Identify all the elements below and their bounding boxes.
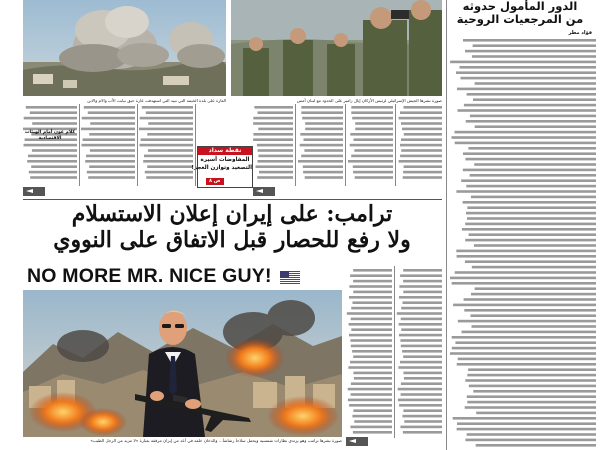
- main-headline-line1: ترامب: على إيران إعلان الاستسلام: [71, 201, 393, 227]
- text-line: [452, 336, 596, 339]
- main-headline-line2: ولا رفع للحصار قبل الاتفاق على النووي: [53, 227, 411, 253]
- text-line: [401, 149, 442, 152]
- text-line: [304, 149, 343, 152]
- text-line: [301, 155, 343, 158]
- text-line: [147, 133, 193, 136]
- opinion-body: [450, 38, 596, 450]
- text-line: [257, 176, 293, 179]
- text-line: [475, 125, 596, 128]
- text-line: [475, 287, 596, 290]
- text-line: [452, 136, 597, 139]
- text-line: [355, 128, 393, 131]
- text-line: [24, 117, 77, 120]
- text-line: [458, 109, 597, 112]
- text-line: [351, 111, 393, 114]
- text-line: [462, 331, 597, 334]
- divider-5: [345, 104, 346, 186]
- text-line: [476, 444, 596, 447]
- text-line: [258, 160, 294, 163]
- text-line: [32, 149, 77, 152]
- text-line: [348, 399, 392, 402]
- text-line: [26, 106, 77, 109]
- text-line: [354, 138, 394, 141]
- text-line: [88, 176, 135, 179]
- text-line: [403, 372, 442, 375]
- text-line: [141, 138, 193, 141]
- text-line: [403, 431, 442, 434]
- text-line: [254, 106, 293, 109]
- text-line: [457, 428, 596, 431]
- text-line: [352, 415, 392, 418]
- text-line: [455, 341, 596, 344]
- text-line: [148, 122, 193, 125]
- news-column-6: [347, 105, 393, 183]
- text-line: [352, 117, 393, 120]
- text-line: [467, 206, 596, 209]
- text-line: [450, 277, 596, 280]
- text-line: [463, 169, 596, 172]
- text-line: [473, 98, 596, 101]
- text-line: [256, 165, 294, 168]
- text-line: [89, 165, 135, 168]
- text-line: [353, 280, 392, 283]
- text-line: [403, 291, 442, 294]
- text-line: [301, 111, 343, 114]
- text-line: [403, 176, 442, 179]
- text-line: [142, 106, 193, 109]
- text-line: [354, 420, 392, 423]
- text-line: [404, 165, 442, 168]
- teaser-box-page-ref: ص ٨: [206, 178, 224, 185]
- text-line: [401, 382, 442, 385]
- text-line: [258, 128, 293, 131]
- text-line: [399, 296, 442, 299]
- text-line: [463, 152, 596, 155]
- text-line: [467, 395, 596, 398]
- text-line: [452, 282, 596, 285]
- text-line: [398, 399, 442, 402]
- text-line: [351, 328, 392, 331]
- text-line: [400, 339, 442, 342]
- teaser-box-line2: التصعيد وتوازن العجز!: [191, 165, 252, 171]
- text-line: [147, 165, 193, 168]
- text-line: [401, 122, 442, 125]
- news-column-4: [253, 105, 293, 183]
- text-line: [465, 379, 596, 382]
- text-line: [303, 171, 343, 174]
- text-line: [399, 404, 442, 407]
- text-line: [399, 160, 442, 163]
- smoke-strike-photo: [23, 0, 226, 96]
- teaser-box: [191, 146, 253, 188]
- news-column-1: [23, 105, 77, 183]
- text-line: [462, 228, 596, 231]
- text-line: [351, 155, 393, 158]
- text-line: [298, 160, 343, 163]
- text-line: [349, 296, 392, 299]
- text-line: [351, 345, 392, 348]
- text-line: [471, 293, 596, 296]
- text-line: [352, 350, 392, 353]
- continue-arrow-bottom: [346, 437, 368, 446]
- text-line: [140, 144, 194, 147]
- text-line: [466, 120, 596, 123]
- text-line: [305, 122, 343, 125]
- text-line: [476, 412, 596, 415]
- text-line: [402, 415, 442, 418]
- text-line: [303, 165, 343, 168]
- text-line: [469, 385, 596, 388]
- text-line: [465, 406, 596, 409]
- text-line: [465, 260, 596, 263]
- text-line: [348, 160, 393, 163]
- text-line: [253, 122, 293, 125]
- divider-7: [394, 266, 395, 438]
- divider-6: [395, 104, 396, 186]
- text-line: [458, 320, 596, 323]
- text-line: [350, 426, 392, 429]
- text-line: [398, 388, 442, 391]
- text-line: [305, 128, 343, 131]
- text-line: [144, 155, 193, 158]
- text-line: [458, 358, 596, 361]
- text-line: [145, 171, 193, 174]
- opinion-title: [446, 0, 594, 26]
- text-line: [467, 401, 596, 404]
- text-line: [468, 368, 596, 371]
- text-line: [83, 138, 135, 141]
- text-line: [400, 361, 442, 364]
- text-line: [351, 318, 392, 321]
- trump-photo-caption: صورة نشرها ترامب وهو يرتدي نظارات شمسية ويحمل سلاحاً رشاشاً... والدخان خلفه في أعد من إيران مرفقة بعبارة «لا مزيد من الرجل الطيب»: [90, 438, 342, 443]
- text-line: [355, 122, 393, 125]
- text-line: [29, 171, 77, 174]
- text-line: [305, 176, 343, 179]
- text-line: [465, 439, 596, 442]
- text-line: [351, 393, 392, 396]
- text-line: [354, 377, 392, 380]
- text-line: [470, 115, 596, 118]
- text-line: [455, 131, 597, 134]
- text-line: [348, 366, 392, 369]
- text-line: [143, 160, 193, 163]
- text-line: [474, 163, 596, 166]
- text-line: [472, 266, 596, 269]
- text-line: [463, 39, 596, 42]
- text-line: [82, 117, 135, 120]
- text-line: [456, 190, 596, 193]
- text-line: [258, 155, 293, 158]
- text-line: [404, 420, 442, 423]
- text-line: [468, 147, 596, 150]
- text-line: [86, 155, 135, 158]
- text-line: [348, 388, 392, 391]
- text-line: [353, 355, 392, 358]
- text-line: [403, 269, 442, 272]
- text-line: [460, 66, 597, 69]
- text-line: [351, 382, 392, 385]
- trump-banner-text: NO MORE MR. NICE GUY!: [27, 265, 272, 287]
- text-line: [88, 111, 135, 114]
- text-line: [353, 269, 392, 272]
- text-line: [465, 239, 596, 242]
- us-flag-icon: [280, 269, 300, 282]
- news-column-8: [346, 268, 392, 436]
- text-line: [457, 422, 596, 425]
- text-line: [349, 404, 392, 407]
- text-line: [353, 372, 392, 375]
- text-line: [470, 174, 596, 177]
- text-line: [258, 111, 294, 114]
- text-line: [400, 274, 442, 277]
- text-line: [467, 93, 596, 96]
- text-line: [353, 301, 393, 304]
- text-line: [474, 244, 596, 247]
- text-line: [457, 255, 596, 258]
- text-line: [347, 312, 392, 315]
- text-line: [400, 426, 442, 429]
- text-line: [475, 82, 596, 85]
- news-column-7: [397, 105, 442, 183]
- text-line: [467, 433, 596, 436]
- text-line: [401, 307, 442, 310]
- text-line: [400, 155, 442, 158]
- text-line: [355, 176, 393, 179]
- text-line: [464, 298, 596, 301]
- text-line: [401, 345, 442, 348]
- text-line: [351, 106, 393, 109]
- text-line: [353, 431, 392, 434]
- news-column-2: [81, 105, 135, 183]
- text-line: [349, 334, 392, 337]
- text-line: [401, 393, 442, 396]
- text-line: [455, 142, 596, 145]
- text-line: [353, 171, 393, 174]
- text-line: [30, 176, 77, 179]
- text-line: [457, 363, 596, 366]
- text-line: [403, 301, 443, 304]
- text-line: [455, 271, 596, 274]
- text-line: [456, 250, 596, 253]
- text-line: [401, 318, 442, 321]
- text-line: [461, 179, 596, 182]
- text-line: [27, 160, 77, 163]
- text-line: [403, 171, 442, 174]
- text-line: [401, 328, 442, 331]
- text-line: [84, 106, 135, 109]
- text-line: [351, 307, 392, 310]
- text-line: [353, 291, 392, 294]
- text-line: [461, 77, 597, 80]
- text-line: [403, 409, 442, 412]
- text-line: [399, 117, 442, 120]
- text-line: [397, 312, 442, 315]
- text-line: [471, 314, 597, 317]
- text-line: [402, 128, 442, 131]
- text-line: [404, 133, 442, 136]
- soldiers-photo-caption: صورة نشرها الجيش الإسرائيلي لرئيس الأركان إيال زامير على الحدود مع لبنان أمس: [296, 98, 442, 103]
- text-line: [473, 44, 596, 47]
- text-line: [350, 133, 393, 136]
- text-line: [400, 111, 442, 114]
- text-line: [259, 171, 293, 174]
- text-line: [404, 377, 442, 380]
- text-line: [146, 176, 193, 179]
- text-line: [258, 149, 293, 152]
- text-line: [146, 111, 193, 114]
- text-line: [353, 409, 392, 412]
- text-line: [400, 144, 442, 147]
- text-line: [464, 104, 596, 107]
- text-line: [398, 366, 442, 369]
- smoke-photo-caption: الغارة على بلدة الخيمة التي تبيد التي استهدفت غارة حيق نيابت الأب والام والابن: [87, 98, 226, 103]
- divider-3: [195, 104, 196, 186]
- opinion-title-line2: من المرجعيات الروحية: [456, 12, 584, 26]
- text-line: [463, 201, 596, 204]
- divider-1: [79, 104, 80, 186]
- text-line: [148, 149, 193, 152]
- text-line: [465, 158, 596, 161]
- text-line: [350, 144, 393, 147]
- teaser-box-line1: المفاوضات أسيرة: [200, 157, 250, 163]
- text-line: [300, 144, 343, 147]
- text-line: [465, 50, 596, 53]
- opinion-author: فؤاد مطر: [568, 30, 592, 36]
- text-line: [85, 160, 135, 163]
- text-line: [450, 61, 596, 64]
- news-column-5: [297, 105, 343, 183]
- text-line: [467, 374, 596, 377]
- news-column-9: [396, 268, 442, 436]
- text-line: [472, 55, 596, 58]
- text-line: [473, 390, 596, 393]
- text-line: [403, 280, 442, 283]
- text-line: [31, 165, 77, 168]
- news-column-3: [139, 105, 193, 183]
- text-line: [399, 323, 442, 326]
- continue-arrow-left: [23, 187, 45, 196]
- text-line: [349, 285, 392, 288]
- text-line: [30, 111, 77, 114]
- headline-top-rule: [23, 199, 442, 200]
- continue-arrow-middle: [253, 187, 275, 196]
- text-line: [403, 355, 442, 358]
- text-line: [90, 149, 135, 152]
- text-line: [471, 196, 596, 199]
- text-line: [300, 133, 343, 136]
- text-line: [402, 350, 442, 353]
- text-line: [399, 334, 442, 337]
- text-line: [87, 171, 135, 174]
- text-line: [450, 352, 596, 355]
- text-line: [399, 285, 442, 288]
- opinion-title-line1: الدور المأمول حدوثه: [462, 0, 578, 13]
- soldiers-photo: [231, 0, 442, 96]
- text-line: [89, 133, 135, 136]
- text-line: [301, 106, 343, 109]
- text-line: [349, 323, 392, 326]
- text-line: [139, 128, 193, 131]
- text-line: [465, 223, 596, 226]
- opinion-divider: [446, 0, 447, 450]
- text-line: [81, 128, 135, 131]
- text-line: [28, 155, 77, 158]
- text-line: [350, 361, 392, 364]
- text-line: [350, 274, 392, 277]
- text-line: [302, 117, 343, 120]
- text-line: [353, 165, 393, 168]
- main-headline: [20, 201, 444, 253]
- text-line: [467, 217, 596, 220]
- text-line: [466, 185, 596, 188]
- text-line: [401, 138, 442, 141]
- text-line: [469, 233, 596, 236]
- text-line: [354, 149, 393, 152]
- text-line: [466, 212, 596, 215]
- text-line: [253, 117, 293, 120]
- teaser-box-header: نقطة سداد: [198, 147, 252, 155]
- text-line: [32, 122, 77, 125]
- text-line: [140, 117, 193, 120]
- text-line: [253, 133, 293, 136]
- text-line: [457, 88, 596, 91]
- text-line: [82, 144, 136, 147]
- trump-photo: [23, 262, 342, 437]
- text-line: [90, 122, 135, 125]
- text-line: [456, 71, 596, 74]
- text-line: [464, 309, 596, 312]
- text-line: [453, 304, 596, 307]
- text-line: [350, 339, 392, 342]
- text-line: [472, 325, 597, 328]
- subhead-aoun: كلام عون أمام الهيئات الاقتصادية: [24, 130, 76, 141]
- divider-4: [295, 104, 296, 186]
- text-line: [257, 144, 293, 147]
- text-line: [24, 144, 78, 147]
- divider-2: [137, 104, 138, 186]
- text-line: [253, 138, 293, 141]
- text-line: [404, 106, 443, 109]
- text-line: [452, 347, 596, 350]
- text-line: [304, 138, 344, 141]
- text-line: [453, 417, 596, 420]
- trump-banner: [23, 262, 342, 290]
